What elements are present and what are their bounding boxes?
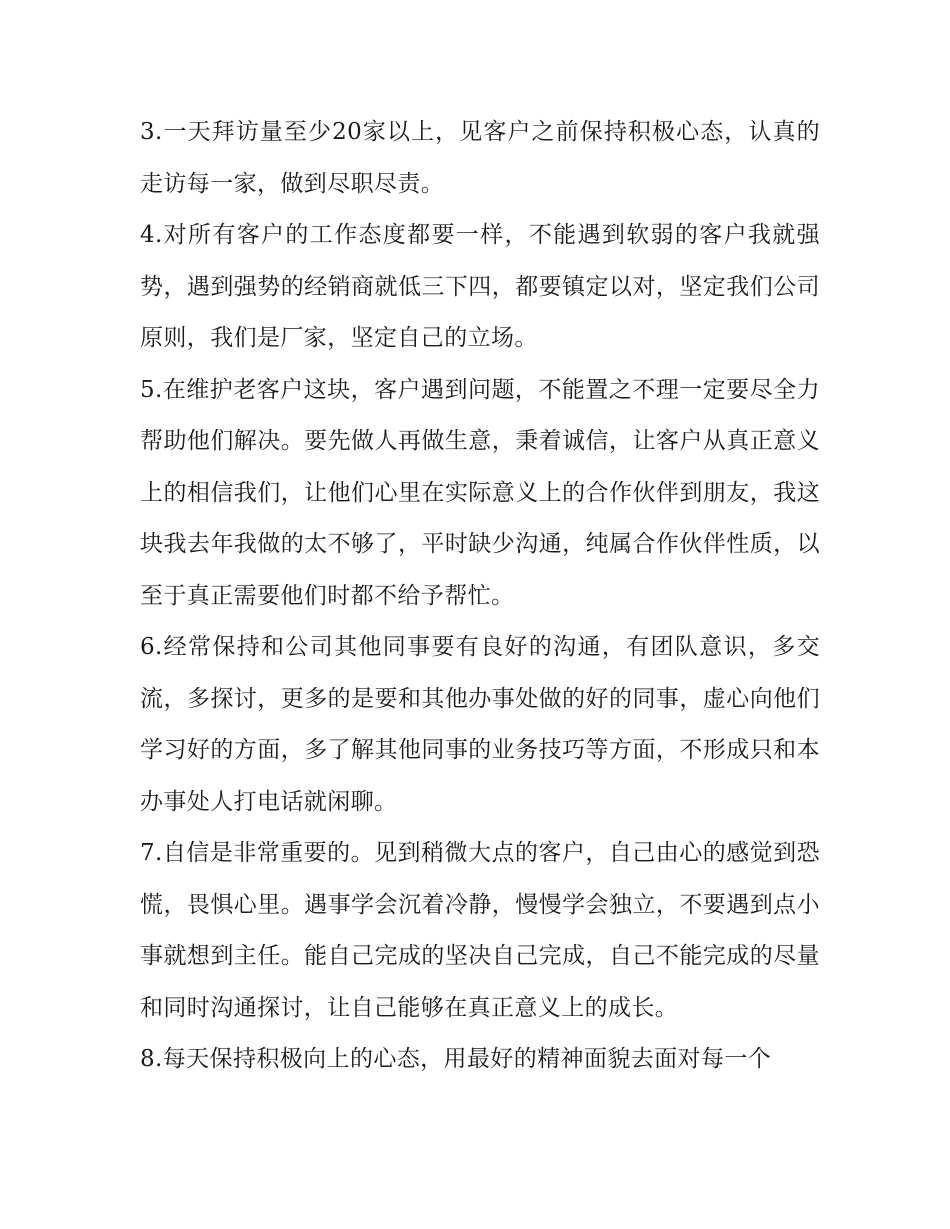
document-body [140, 107, 820, 1086]
paragraph-item-5: 5.在维护老客户这块，客户遇到问题，不能置之不理一定要尽全力帮助他们解决。要先做人再做生意，秉着诚信，让客户从真正意义上的相信我们，让他们心里在实际意义上的合作伙伴到朋友，我这块我去年我做的太不够了，平时缺少沟通，纯属合作伙伴性质，以至于真正需要他们时都不给予帮忙。 [140, 376, 820, 609]
paragraph-item-6: 6.经常保持和公司其他同事要有良好的沟通，有团队意识，多交流，多探讨，更多的是要和其他办事处做的好的同事，虚心向他们学习好的方面，多了解其他同事的业务技巧等方面，不形成只和本办事处人打电话就闲聊。 [140, 634, 820, 815]
paragraph-item-7: 7.自信是非常重要的。见到稍微大点的客户，自己由心的感觉到恐慌，畏惧心里。遇事学会沉着冷静，慢慢学会独立，不要遇到点小事就想到主任。能自己完成的坚决自己完成，自己不能完成的尽量和同时沟通探讨，让自己能够在真正意义上的成长。 [140, 840, 820, 1021]
paragraph-item-3: 3.一天拜访量至少20家以上，见客户之前保持积极心态，认真的走访每一家，做到尽职尽责。 [140, 119, 820, 197]
paragraph-item-4: 4.对所有客户的工作态度都要一样，不能遇到软弱的客户我就强势，遇到强势的经销商就低三下四，都要镇定以对，坚定我们公司原则，我们是厂家，坚定自己的立场。 [140, 222, 820, 351]
paragraph-item-8: 8.每天保持积极向上的心态，用最好的精神面貌去面对每一个 [140, 1046, 772, 1072]
